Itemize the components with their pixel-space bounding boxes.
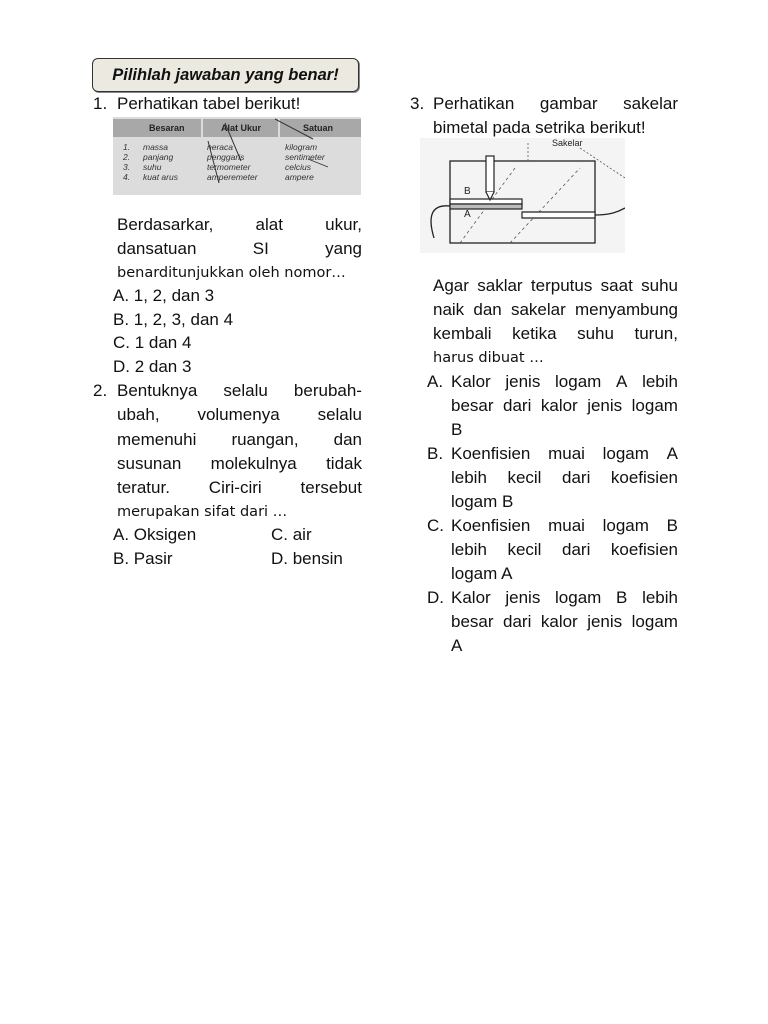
word: alat	[255, 215, 283, 234]
q1-number: 1.	[93, 94, 108, 113]
word: dari	[503, 612, 532, 631]
q3-option-a-line1[interactable]	[451, 370, 678, 394]
word: koefisien	[610, 540, 678, 559]
word: dan	[473, 300, 502, 319]
table-cell: 4.	[123, 172, 131, 182]
q3-option-a-line2[interactable]	[451, 394, 678, 418]
word: suhu	[577, 324, 614, 343]
word: sakelar	[510, 300, 566, 319]
table-header-alat-ukur: Alat Ukur	[221, 123, 262, 133]
table-cell: kuat arus	[143, 172, 178, 182]
q3-option-a-line3[interactable]: B	[451, 420, 463, 439]
word: selalu	[223, 381, 268, 400]
q3-option-d-line2[interactable]	[451, 610, 678, 634]
word: besar	[451, 612, 494, 631]
q3-para-line3	[433, 322, 678, 346]
q1-option-a[interactable]: A. 1, 2, dan 3	[113, 286, 215, 305]
q3-option-c-letter[interactable]: C.	[427, 516, 444, 535]
word: besar	[451, 396, 494, 415]
word: Bentuknya	[117, 381, 198, 400]
q3-option-a-letter[interactable]: A.	[427, 372, 444, 391]
q2-line3	[117, 428, 362, 452]
word: jenis	[505, 588, 541, 607]
bimetal-diagram	[420, 138, 625, 253]
word: dansatuan	[117, 239, 197, 258]
q3-option-b-line3[interactable]: logam B	[451, 492, 514, 511]
word: ubah,	[117, 405, 160, 424]
word: Berdasarkar,	[117, 215, 214, 234]
q3-para-line4: harus dibuat …	[433, 350, 544, 366]
bimetal-switch-figure	[420, 138, 625, 253]
word: yang	[325, 239, 362, 258]
word: lebih	[642, 372, 678, 391]
word: dan	[333, 430, 362, 449]
word: saklar	[477, 276, 523, 295]
q2-option-c[interactable]: C. air	[271, 525, 312, 544]
label-sakelar: Sakelar	[552, 138, 583, 148]
word: A	[666, 444, 678, 463]
q1-line2	[117, 237, 362, 261]
label-b: B	[464, 186, 471, 197]
q3-number: 3.	[410, 94, 425, 113]
table-cell: sentimeter	[285, 152, 325, 162]
word: A	[616, 372, 628, 391]
word: logam	[602, 516, 649, 535]
word: kalor	[540, 396, 578, 415]
word: jenis	[587, 396, 623, 415]
q3-option-b-letter[interactable]: B.	[427, 444, 444, 463]
word: teratur.	[117, 478, 170, 497]
word: Kalor	[451, 372, 491, 391]
table-cell: panjang	[143, 152, 174, 162]
word: Ciri-ciri	[208, 478, 262, 497]
q2-option-d[interactable]: D. bensin	[271, 549, 343, 568]
q1-option-b[interactable]: B. 1, 2, 3, dan 4	[113, 310, 234, 329]
word: SI	[252, 239, 269, 258]
table-cell: suhu	[143, 162, 162, 172]
table-cell: 3.	[123, 162, 131, 172]
q3-option-c-line2[interactable]	[451, 538, 678, 562]
q3-line2: bimetal pada setrika berikut!	[433, 118, 646, 137]
q1-table-image	[113, 117, 361, 195]
word: tidak	[326, 454, 362, 473]
word: volumenya	[197, 405, 280, 424]
table-cell: massa	[143, 142, 169, 152]
q3-option-c-line3[interactable]: logam A	[451, 564, 513, 583]
word: ruangan,	[231, 430, 299, 449]
q3-para-line1	[433, 274, 678, 298]
q3-para-line2	[433, 298, 678, 322]
q1-stem: Perhatikan tabel berikut!	[117, 94, 301, 113]
table-cell: celcius	[285, 162, 311, 172]
table-cell: 2.	[123, 152, 131, 162]
word: ukur,	[325, 215, 362, 234]
q2-line2	[117, 403, 362, 427]
q3-option-d-line1[interactable]	[451, 586, 678, 610]
table-cell: termometer	[207, 162, 251, 172]
q1-line1	[117, 213, 362, 237]
word: terputus	[530, 276, 593, 295]
word: susunan	[117, 454, 182, 473]
q1-option-d[interactable]: D. 2 dan 3	[113, 357, 192, 376]
word: muai	[548, 444, 585, 463]
word: lebih	[451, 468, 487, 487]
word: kalor	[540, 612, 578, 631]
word: koefisien	[610, 468, 678, 487]
word: dari	[562, 540, 591, 559]
q3-option-d-line3[interactable]: A	[451, 636, 463, 655]
word: muai	[548, 516, 585, 535]
q2-number: 2.	[93, 381, 108, 400]
word: selalu	[317, 405, 362, 424]
q3-option-c-line1[interactable]	[451, 514, 678, 538]
table-header-besaran: Besaran	[149, 123, 185, 133]
word: dari	[562, 468, 591, 487]
table-cell: 1.	[123, 142, 131, 152]
word: B	[616, 588, 628, 607]
q2-option-a[interactable]: A. Oksigen	[113, 525, 197, 544]
word: turun,	[634, 324, 678, 343]
word: lebih	[642, 588, 678, 607]
q3-option-b-line2[interactable]	[451, 466, 678, 490]
table-cell: ampere	[285, 172, 314, 182]
q3-option-d-letter[interactable]: D.	[427, 588, 444, 607]
word: logam	[631, 612, 678, 631]
word: Agar	[433, 276, 469, 295]
word: Perhatikan	[433, 94, 515, 113]
q3-line1	[433, 92, 678, 116]
table-cell: kilogram	[285, 142, 318, 152]
word: logam	[555, 588, 602, 607]
table-cell: penggaris	[207, 152, 245, 162]
q1-option-c[interactable]: C. 1 dan 4	[113, 333, 192, 352]
word: logam	[555, 372, 602, 391]
q2-line6: merupakan sifat dari …	[117, 504, 288, 520]
word: saat	[600, 276, 633, 295]
q1-line3: benarditunjukkan oleh nomor…	[117, 265, 346, 281]
q3-option-b-line1[interactable]	[451, 442, 678, 466]
word: kembali	[433, 324, 492, 343]
word: Kalor	[451, 588, 491, 607]
q2-line1	[117, 379, 362, 403]
table-cell: neraca	[207, 142, 233, 152]
word: suhu	[641, 276, 678, 295]
word: molekulnya	[210, 454, 297, 473]
word: tersebut	[300, 478, 362, 497]
word: menyambung	[574, 300, 678, 319]
word: logam	[631, 396, 678, 415]
table-cell: amperemeter	[207, 172, 258, 182]
word: ketika	[512, 324, 557, 343]
word: gambar	[539, 94, 598, 113]
instruction-header: Pilihlah jawaban yang benar!	[92, 58, 359, 92]
word: kecil	[507, 468, 542, 487]
q2-option-b[interactable]: B. Pasir	[113, 549, 173, 568]
word: kecil	[507, 540, 542, 559]
word: Koenfisien	[451, 516, 531, 535]
word: logam	[602, 444, 649, 463]
word: berubah-	[293, 381, 362, 400]
word: dari	[503, 396, 532, 415]
q2-line4	[117, 452, 362, 476]
word: sakelar	[623, 94, 678, 113]
label-a: A	[464, 209, 471, 220]
table-handwritten-marks	[113, 117, 361, 195]
word: jenis	[505, 372, 541, 391]
word: Koenfisien	[451, 444, 531, 463]
word: B	[666, 516, 678, 535]
word: memenuhi	[117, 430, 197, 449]
table-header-satuan: Satuan	[303, 123, 334, 133]
word: lebih	[451, 540, 487, 559]
q2-line5	[117, 476, 362, 500]
word: jenis	[587, 612, 623, 631]
word: naik	[433, 300, 465, 319]
